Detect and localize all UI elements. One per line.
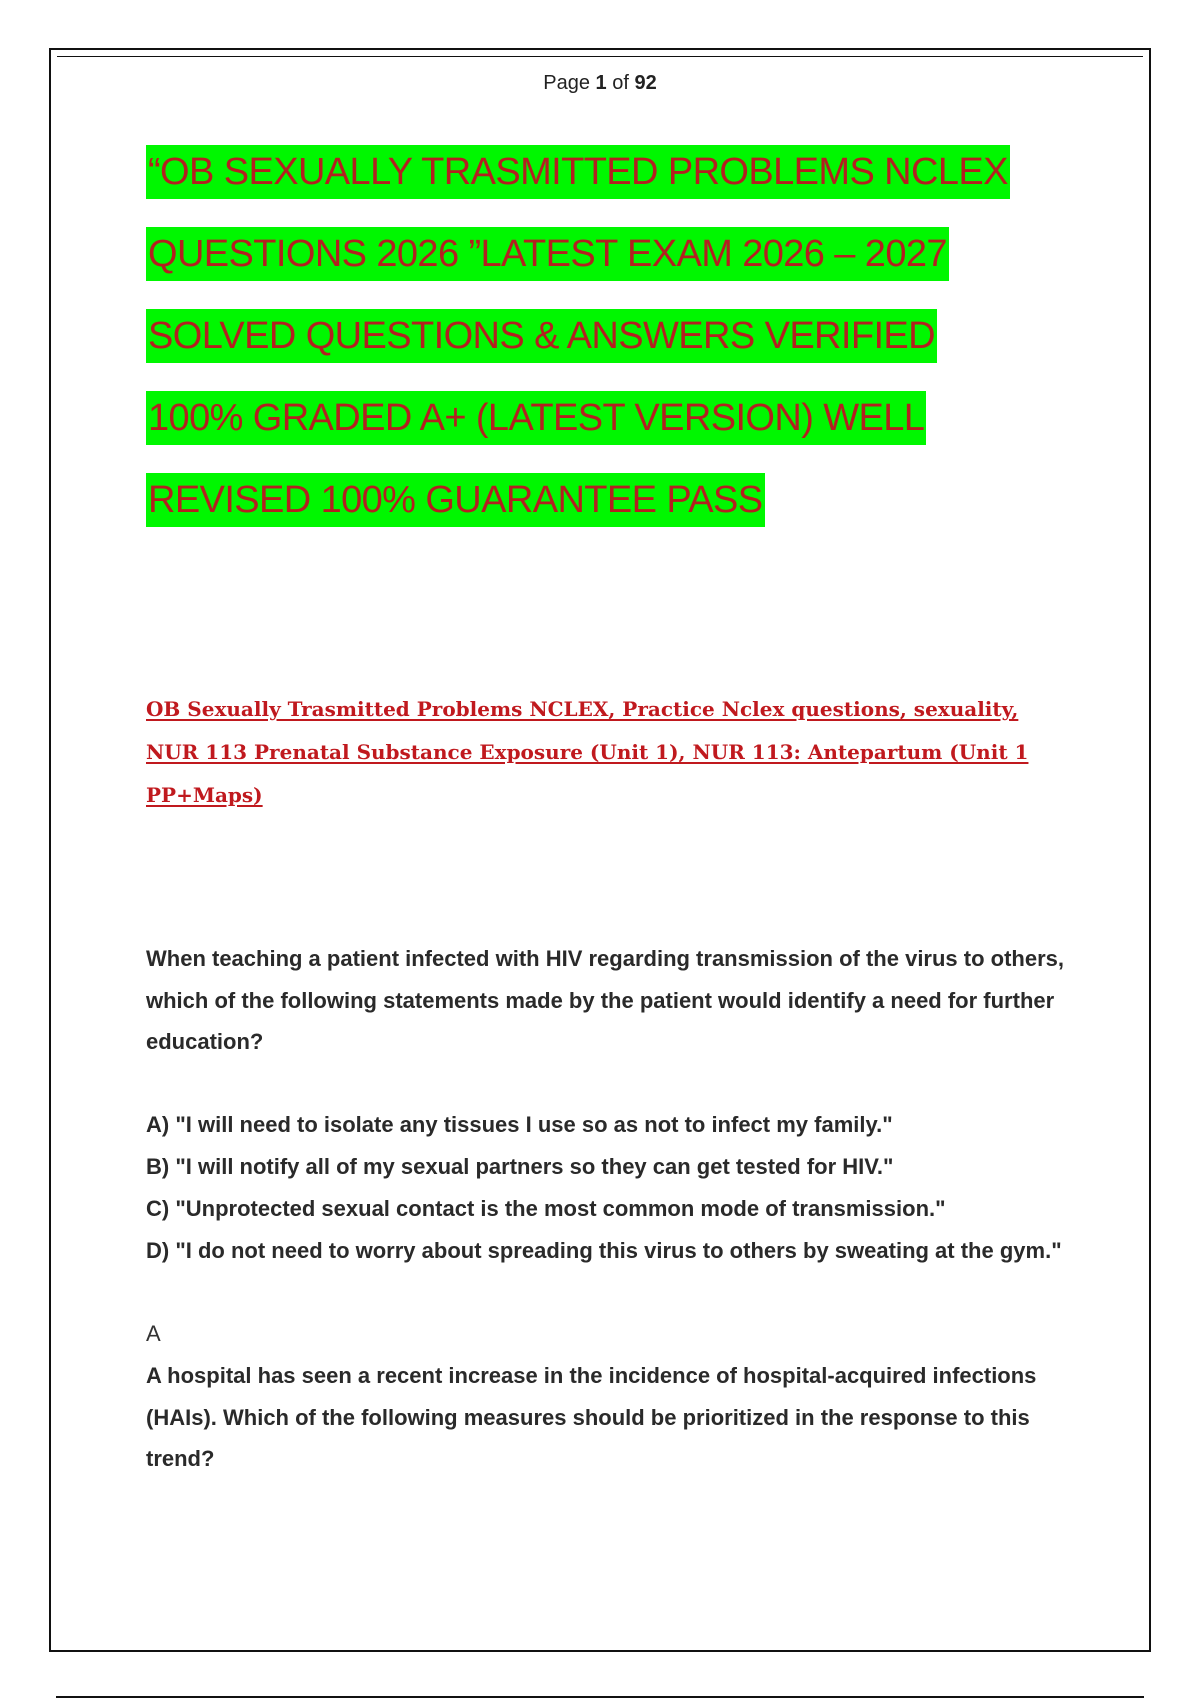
page-of: of	[612, 72, 629, 94]
page-label: Page	[543, 72, 590, 94]
title-line	[146, 309, 1086, 391]
title-line-text: QUESTIONS 2026 ”LATEST EXAM 2026 – 2027	[146, 227, 949, 281]
title-line-text: 100% GRADED A+ (LATEST VERSION) WELL	[146, 391, 926, 445]
top-rule	[57, 56, 1143, 57]
question-1-options	[146, 1104, 1076, 1272]
option-a: A) "I will need to isolate any tissues I use so as not to infect my family."	[146, 1112, 893, 1137]
question-2-prompt: A hospital has seen a recent increase in the incidence of hospital-acquired infections (HAIs). Which of the following measures should be prioritized in the response to this trend?	[146, 1363, 1037, 1471]
title-line-text: REVISED 100% GUARANTEE PASS	[146, 473, 765, 527]
option-d: D) "I do not need to worry about spreading this virus to others by sweating at the gym."	[146, 1238, 1062, 1263]
page-current: 1	[595, 72, 607, 94]
title-line	[146, 145, 1086, 227]
page-number	[0, 72, 1200, 95]
title-line-text: “OB SEXUALLY TRASMITTED PROBLEMS NCLEX	[146, 145, 1010, 199]
document-title	[146, 145, 1086, 555]
title-line	[146, 227, 1086, 309]
topic-subtitle: OB Sexually Trasmitted Problems NCLEX, Practice Nclex questions, sexuality, NUR 113 Prenatal Substance Exposure (Unit 1), NUR 113: Antepartum (Unit 1 PP+Maps)	[146, 697, 1029, 807]
title-line	[146, 473, 1086, 555]
page-total: 92	[634, 72, 657, 94]
question-1-answer: A	[146, 1321, 161, 1346]
title-line	[146, 391, 1086, 473]
question-1-prompt: When teaching a patient infected with HIV regarding transmission of the virus to others, which of the following statements made by the patient would identify a need for further education?	[146, 946, 1065, 1054]
title-line-text: SOLVED QUESTIONS & ANSWERS VERIFIED	[146, 309, 937, 363]
option-b: B) "I will notify all of my sexual partners so they can get tested for HIV."	[146, 1154, 894, 1179]
option-c: C) "Unprotected sexual contact is the most common mode of transmission."	[146, 1196, 946, 1221]
bottom-rule	[56, 1696, 1144, 1698]
